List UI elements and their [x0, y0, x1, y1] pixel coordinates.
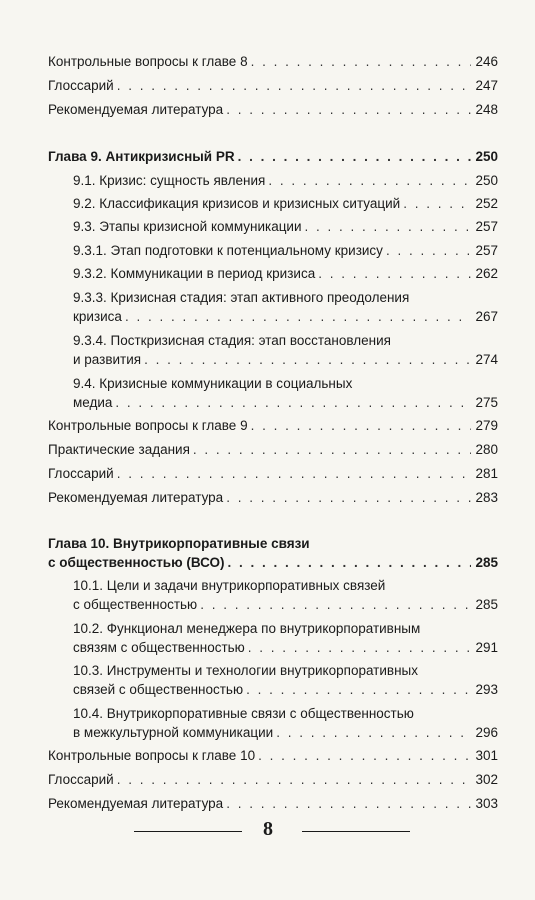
chapter-page: 285: [475, 555, 498, 570]
toc-entry-title-cont: с общественностью: [73, 597, 198, 612]
chapter-title: Глава 10. Внутрикорпоративные связи: [48, 536, 310, 551]
leader-dots: [246, 682, 471, 698]
toc-entry: [73, 395, 498, 411]
toc-entry-title: Глоссарий: [48, 772, 114, 787]
toc-entry-page: 257: [475, 243, 498, 258]
toc-entry-page: 250: [475, 173, 498, 188]
toc-entry: [48, 772, 498, 788]
toc-entry-title: Рекомендуемая литература: [48, 796, 224, 811]
chapter-heading: [48, 555, 498, 571]
toc-entry: [48, 54, 498, 70]
leader-dots: [226, 102, 471, 118]
toc-entry: [73, 219, 498, 235]
leader-dots: [268, 173, 471, 189]
leader-dots: [226, 490, 471, 506]
toc-entry: [73, 266, 498, 282]
toc-entry-title: 10.3. Инструменты и технологии внутрикорпоративных: [73, 663, 418, 678]
toc-entry: [48, 102, 498, 118]
leader-dots: [318, 266, 471, 282]
toc-entry-title: Глоссарий: [48, 78, 114, 93]
footer-rule-right: [302, 831, 410, 832]
leader-dots: [144, 352, 471, 368]
toc-entry-page: 246: [475, 54, 498, 69]
toc-entry-page: 279: [475, 418, 498, 433]
chapter-title: Глава 9. Антикризисный PR: [48, 149, 235, 164]
toc-entry-title: Глоссарий: [48, 466, 114, 481]
toc-entry-title: 9.3.1. Этап подготовки к потенциальному кризису: [73, 243, 383, 258]
toc-entry: [48, 796, 498, 812]
toc-entry: [48, 466, 498, 482]
leader-dots: [386, 243, 472, 259]
leader-dots: [228, 555, 472, 571]
toc-entry: [48, 442, 498, 458]
leader-dots: [238, 149, 472, 165]
toc-entry: [73, 682, 498, 698]
toc-entry: [48, 490, 498, 506]
toc-entry-title: 9.3.4. Посткризисная стадия: этап восстановления: [73, 333, 391, 348]
toc-entry-page: 267: [475, 309, 498, 324]
toc-entry: [73, 309, 498, 325]
toc-entry-page: 302: [475, 772, 498, 787]
toc-entry-page: 301: [475, 748, 498, 763]
toc-entry-title: Контрольные вопросы к главе 9: [48, 418, 248, 433]
leader-dots: [258, 748, 471, 764]
toc-entry-title: 9.3. Этапы кризисной коммуникации: [73, 219, 302, 234]
toc-entry: [73, 196, 498, 212]
leader-dots: [226, 796, 471, 812]
leader-dots: [276, 725, 471, 741]
chapter-page: 250: [475, 149, 498, 164]
toc-entry-title-cont: кризиса: [73, 309, 122, 324]
toc-entry: [48, 78, 498, 94]
toc-entry-title: 9.4. Кризисные коммуникации в социальных: [73, 376, 353, 391]
toc-entry-title-cont: в межкультурной коммуникации: [73, 725, 274, 740]
toc-entry-page: 280: [475, 442, 498, 457]
toc-entry-title-cont: медиа: [73, 395, 113, 410]
toc-entry-title: 10.4. Внутрикорпоративные связи с общественностью: [73, 706, 414, 721]
leader-dots: [125, 309, 472, 325]
toc-entry-page: 247: [475, 78, 498, 93]
toc-entry: [73, 243, 498, 259]
footer-rule-left: [134, 831, 242, 832]
leader-dots: [200, 597, 471, 613]
toc-entry-title: Контрольные вопросы к главе 8: [48, 54, 248, 69]
leader-dots: [403, 196, 471, 212]
leader-dots: [193, 442, 472, 458]
toc-entry-page: 296: [475, 725, 498, 740]
toc-entry-title: 9.1. Кризис: сущность явления: [73, 173, 266, 188]
toc-entry: [73, 352, 498, 368]
toc-entry-page: 257: [475, 219, 498, 234]
toc-entry-page: 293: [475, 682, 498, 697]
leader-dots: [248, 640, 472, 656]
toc-entry-page: 252: [475, 196, 498, 211]
toc-entry-page: 283: [475, 490, 498, 505]
leader-dots: [305, 219, 472, 235]
toc-entry-title: 9.2. Классификация кризисов и кризисных ситуаций: [73, 196, 401, 211]
toc-entry-page: 291: [475, 640, 498, 655]
toc-entry: [73, 725, 498, 741]
toc-entry-title-cont: связям с общественностью: [73, 640, 245, 655]
toc-entry-page: 281: [475, 466, 498, 481]
page-number: 8: [263, 818, 273, 840]
toc-entry-page: 285: [475, 597, 498, 612]
toc-entry-title: Практические задания: [48, 442, 190, 457]
toc-entry-title: Рекомендуемая литература: [48, 102, 224, 117]
leader-dots: [117, 78, 472, 94]
toc-entry-title: 10.2. Функционал менеджера по внутрикорпоративным: [73, 621, 421, 636]
toc-entry-title: 9.3.3. Кризисная стадия: этап активного преодоления: [73, 290, 410, 305]
leader-dots: [251, 54, 472, 70]
leader-dots: [115, 395, 471, 411]
toc-entry-title-cont: связей с общественностью: [73, 682, 244, 697]
toc-entry-page: 248: [475, 102, 498, 117]
chapter-title-cont: с общественностью (ВСО): [48, 555, 225, 570]
toc-entry-title: 10.1. Цели и задачи внутрикорпоративных связей: [73, 578, 386, 593]
toc-entry-title: Контрольные вопросы к главе 10: [48, 748, 256, 763]
toc-entry: [73, 173, 498, 189]
toc-entry-page: 275: [475, 395, 498, 410]
leader-dots: [251, 418, 472, 434]
leader-dots: [117, 466, 472, 482]
toc-entry-title: Рекомендуемая литература: [48, 490, 224, 505]
toc-entry: [48, 418, 498, 434]
toc-entry: [73, 597, 498, 613]
toc-entry-page: 303: [475, 796, 498, 811]
chapter-heading: [48, 149, 498, 165]
toc-entry-page: 274: [475, 352, 498, 367]
toc-entry: [48, 748, 498, 764]
toc-entry-title-cont: и развития: [73, 352, 142, 367]
toc-entry-title: 9.3.2. Коммуникации в период кризиса: [73, 266, 316, 281]
leader-dots: [117, 772, 472, 788]
toc-entry: [73, 640, 498, 656]
toc-entry-page: 262: [475, 266, 498, 281]
